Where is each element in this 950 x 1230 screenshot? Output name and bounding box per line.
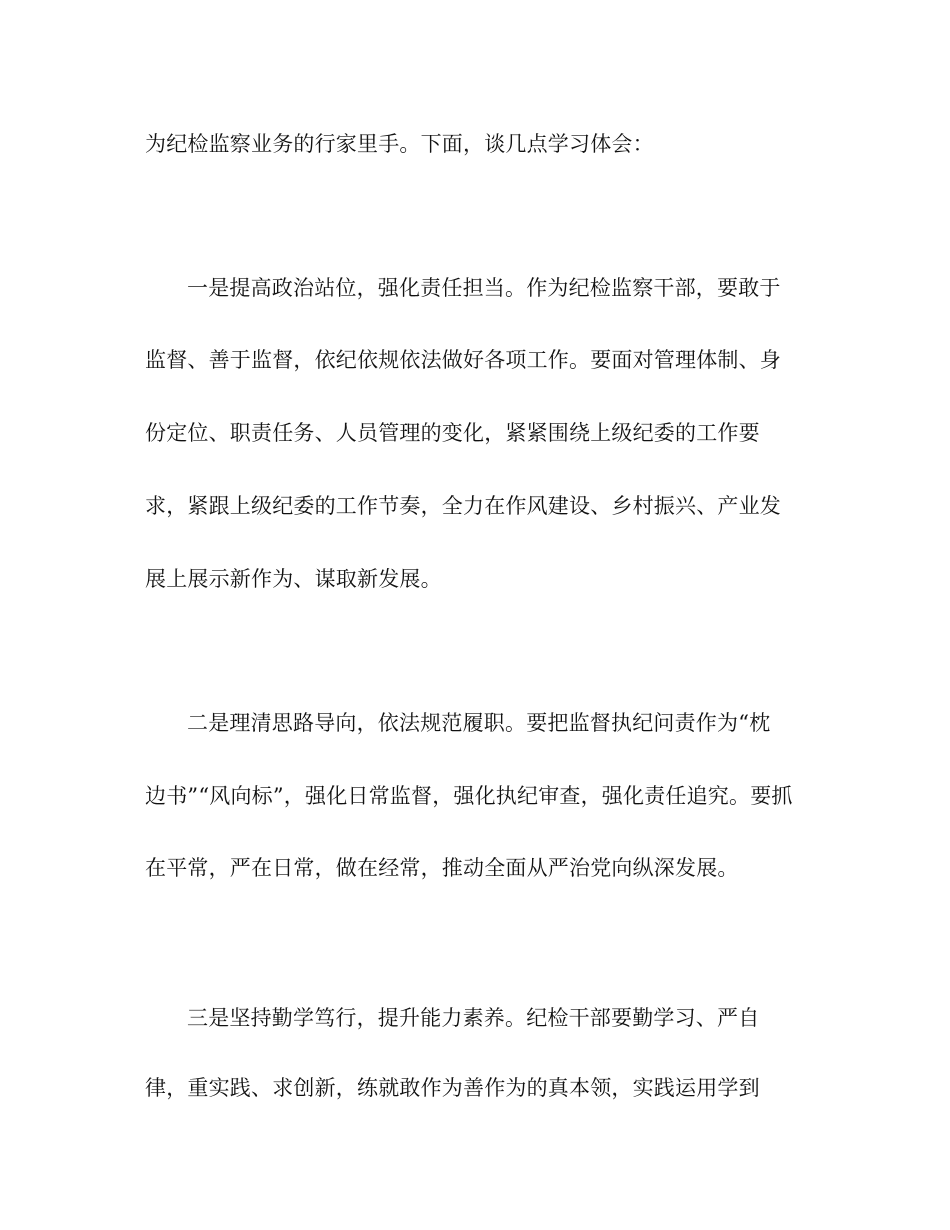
paragraph-2-line-2: 边书”“风向标”，强化日常监督，强化执纪审查，强化责任追究。要抓 [145,784,793,808]
paragraph-1-line-1: 一是提高政治站位，强化责任担当。作为纪检监察干部，要敢于 [187,276,781,300]
paragraph-1-line-3: 份定位、职责任务、人员管理的变化，紧紧围绕上级纪委的工作要 [145,421,760,445]
paragraph-3-line-1: 三是坚持勤学笃行，提升能力素养。纪检干部要勤学习、严自 [187,1006,760,1030]
paragraph-1-line-4: 求，紧跟上级纪委的工作节奏，全力在作风建设、乡村振兴、产业发 [145,494,781,518]
intro-line: 为纪检监察业务的行家里手。下面，谈几点学习体会： [145,132,654,156]
paragraph-1-line-2: 监督、善于监督，依纪依规依法做好各项工作。要面对管理体制、身 [145,348,781,372]
paragraph-2-line-1: 二是理清思路导向，依法规范履职。要把监督执纪问责作为“枕 [187,711,771,735]
paragraph-2-line-3: 在平常，严在日常，做在经常，推动全面从严治党向纵深发展。 [145,856,739,880]
paragraph-3-line-2: 律，重实践、求创新，练就敢作为善作为的真本领，实践运用学到 [145,1076,760,1100]
paragraph-1-line-5: 展上展示新作为、谋取新发展。 [145,567,442,591]
